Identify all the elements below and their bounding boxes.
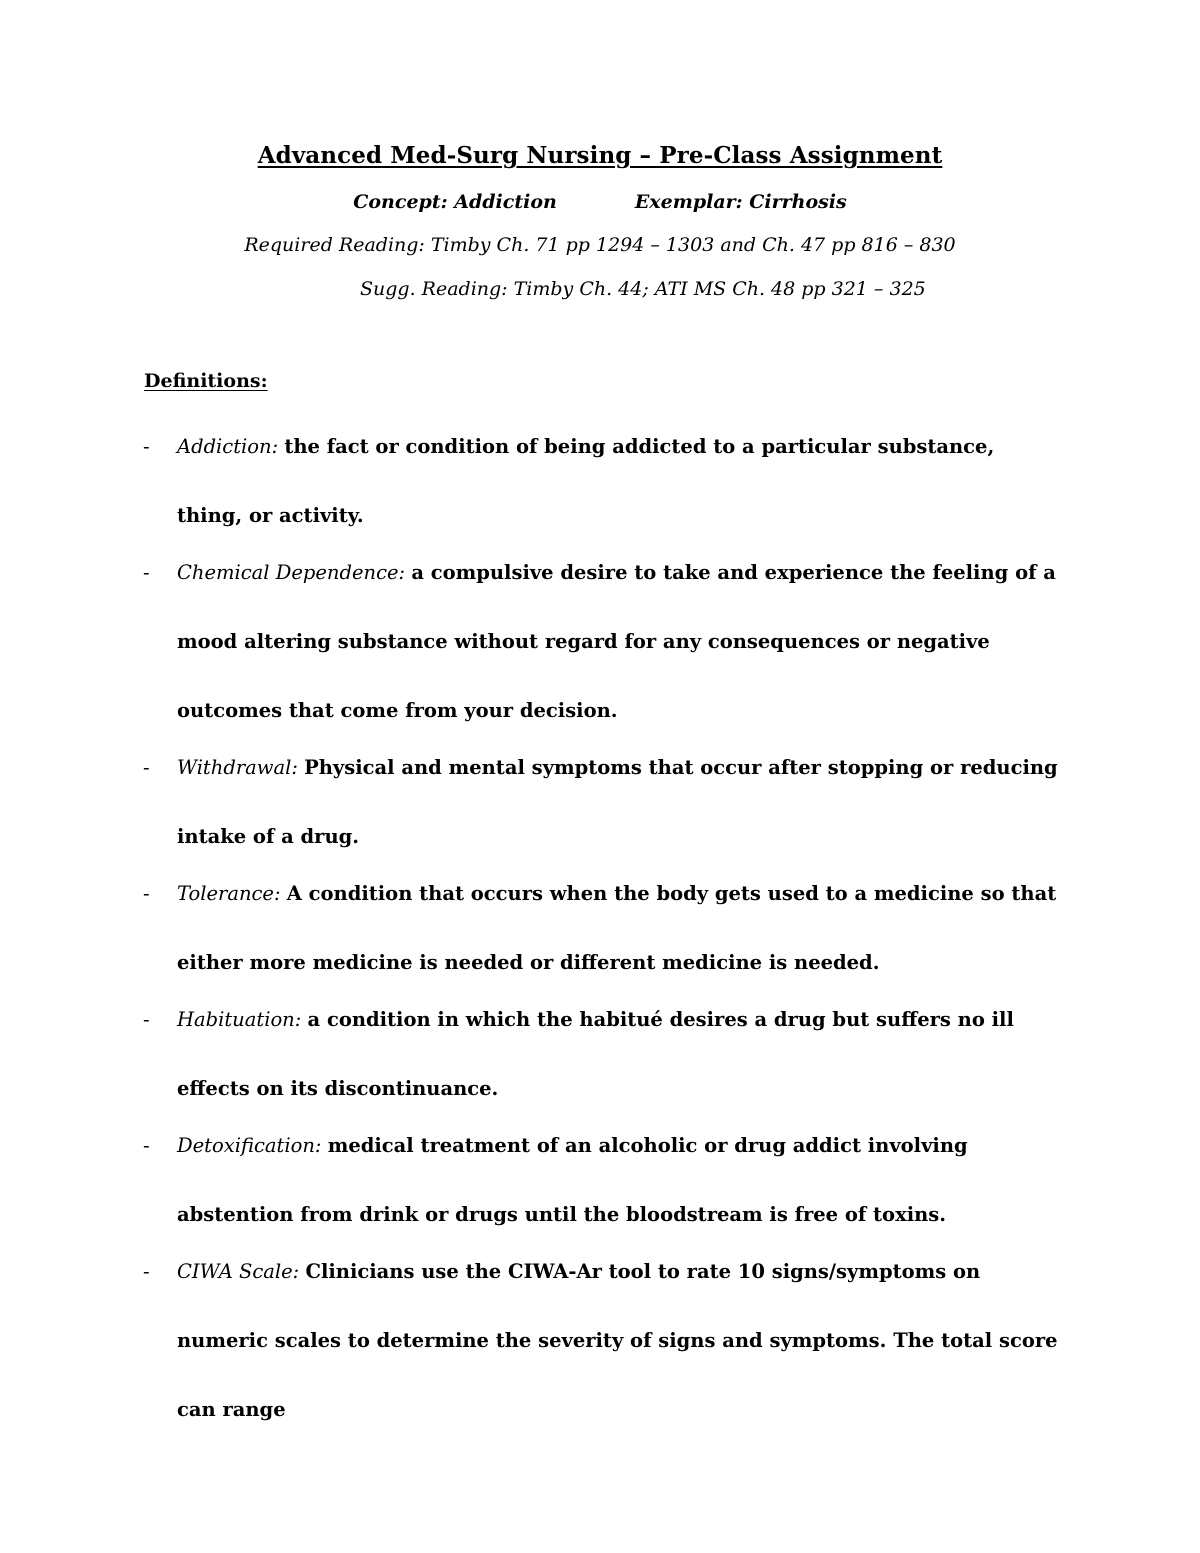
list-dash: - xyxy=(143,1008,150,1031)
definition-term: Habituation: xyxy=(177,1008,302,1031)
definition-item xyxy=(0,1237,1200,1444)
definitions-list xyxy=(0,412,1200,1444)
definition-term: Detoxification: xyxy=(177,1134,322,1157)
definition-text: Physical and mental symptoms that occur after stopping or reducing intake of a drug. xyxy=(177,756,1058,848)
definition-item xyxy=(0,412,1200,550)
definition-text: the fact or condition of being addicted to a particular substance, thing, or activity. xyxy=(177,435,995,527)
definition-item xyxy=(0,1111,1200,1249)
definition-term: Addiction: xyxy=(177,435,279,458)
definition-term: Withdrawal: xyxy=(177,756,298,779)
page-title: Advanced Med-Surg Nursing – Pre-Class Assignment xyxy=(257,142,943,169)
definition-text: a condition in which the habitué desires a drug but suffers no ill effects on its discontinuance. xyxy=(177,1008,1014,1100)
list-dash: - xyxy=(143,882,150,905)
definitions-heading: Definitions: xyxy=(144,370,268,392)
concept-label: Concept: Addiction xyxy=(353,191,557,213)
definition-term: CIWA Scale: xyxy=(177,1260,300,1283)
suggested-reading: Sugg. Reading: Timby Ch. 44; ATI MS Ch. 48 pp 321 – 325 xyxy=(360,278,926,300)
required-reading: Required Reading: Timby Ch. 71 pp 1294 – 1303 and Ch. 47 pp 816 – 830 xyxy=(244,234,956,256)
definition-term: Tolerance: xyxy=(177,882,281,905)
definition-text: a compulsive desire to take and experience the feeling of a mood altering substance without regard for any consequences or negative outcomes that come from your decision. xyxy=(177,561,1056,722)
definition-item xyxy=(0,733,1200,871)
definition-item xyxy=(0,985,1200,1123)
definition-text: A condition that occurs when the body gets used to a medicine so that either more medicine is needed or different medicine is needed. xyxy=(177,882,1057,974)
definition-text: medical treatment of an alcoholic or drug addict involving abstention from drink or drugs until the bloodstream is free of toxins. xyxy=(177,1134,968,1226)
definition-term: Chemical Dependence: xyxy=(177,561,406,584)
definition-item xyxy=(0,538,1200,745)
list-dash: - xyxy=(143,1260,150,1283)
list-dash: - xyxy=(143,435,150,458)
list-dash: - xyxy=(143,1134,150,1157)
exemplar-label: Exemplar: Cirrhosis xyxy=(634,191,847,213)
definition-item xyxy=(0,859,1200,997)
definition-text: Clinicians use the CIWA-Ar tool to rate 10 signs/symptoms on numeric scales to determine the severity of signs and symptoms. The total score can range xyxy=(177,1260,1058,1421)
list-dash: - xyxy=(143,756,150,779)
list-dash: - xyxy=(143,561,150,584)
concept-exemplar-line xyxy=(0,191,1200,213)
